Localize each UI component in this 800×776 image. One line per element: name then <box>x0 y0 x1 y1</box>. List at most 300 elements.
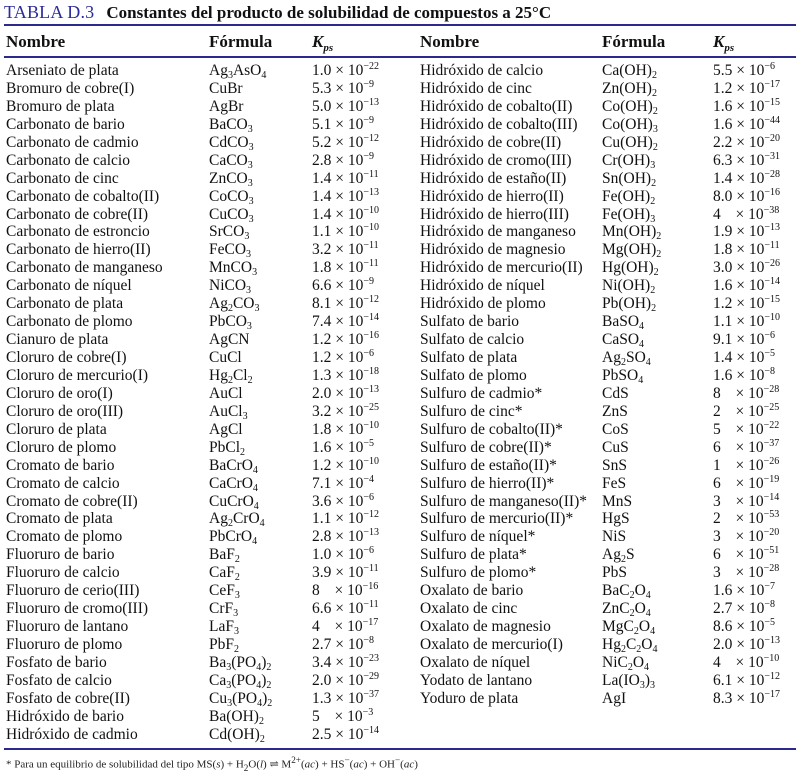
kps-value: 2 × $10^{-53}$ <box>713 509 780 528</box>
compound-name: Oxalato de magnesio <box>420 618 551 636</box>
table-row <box>420 277 796 295</box>
kps-value: $1.4 \times 10^{-10}$ <box>312 204 380 223</box>
compound-formula: $Ag_2S$ <box>602 546 635 566</box>
compound-name: Hidróxido de calcio <box>420 62 544 79</box>
compound-name: Carbonato de plomo <box>6 313 133 331</box>
compound-name: Carbonato de calcio <box>6 151 130 169</box>
table-row <box>6 349 396 367</box>
kps-value: $1.9 \times 10^{-13}$ <box>713 222 781 241</box>
kps-value: $6.6 \times 10^{-11}$ <box>312 599 379 618</box>
compound-formula: AgBr <box>209 97 244 115</box>
compound-formula: MnS <box>602 492 633 510</box>
kps-value: $3.6 \times 10^{-6}$ <box>312 491 375 510</box>
kps-value: $2.8 \times 10^{-13}$ <box>312 527 380 546</box>
compound-formula: FeCO$_3$ <box>209 241 252 261</box>
table-row <box>420 618 796 636</box>
table-row <box>6 618 396 636</box>
kps-value: $7.1 \times 10^{-4}$ <box>312 473 375 492</box>
kps-value: $3.2 \times 10^{-25}$ <box>312 401 380 420</box>
table-row <box>420 457 796 475</box>
kps-value: $1.3 \times 10^{-18}$ <box>312 365 380 384</box>
kps-value: 8 × $10^{-28}$ <box>713 383 780 402</box>
kps-value: $1.4 \times 10^{-13}$ <box>312 186 380 205</box>
kps-value: $7.4 \times 10^{-14}$ <box>312 312 380 331</box>
kps-value: 3 × $10^{-14}$ <box>713 491 780 510</box>
table-row <box>6 277 396 295</box>
compound-formula: $Zn(OH)_2$ <box>602 79 657 99</box>
compound-formula: $Cu_3(PO_4)_2$ <box>209 689 273 709</box>
compound-name: Sulfuro de níquel* <box>420 528 536 546</box>
compound-formula: $Fe(OH)_3$ <box>602 205 656 225</box>
compound-name: Hidróxido de cobalto(III) <box>420 115 578 133</box>
table-row <box>6 116 396 134</box>
compound-formula: CuCO$_3$ <box>209 205 254 225</box>
header-formula: Fórmula <box>602 32 666 51</box>
compound-formula: CaF$_2$ <box>209 564 240 584</box>
table-row <box>6 403 396 421</box>
compound-name: Hidróxido de bario <box>6 707 124 725</box>
kps-value: $1.6 \times 10^{-15}$ <box>713 96 781 115</box>
compound-name: Sulfuro de cinc* <box>420 402 523 420</box>
compound-name: Cromato de bario <box>6 456 115 474</box>
kps-value: $1.6 \times 10^{-14}$ <box>713 276 781 295</box>
right-rows <box>420 62 796 708</box>
compound-formula: CdCO$_3$ <box>209 133 254 153</box>
table-row <box>420 223 796 241</box>
kps-value: $1.2 \times 10^{-17}$ <box>713 78 781 97</box>
compound-name: Carbonato de cobalto(II) <box>6 187 160 205</box>
compound-name: Carbonato de cinc <box>6 169 119 187</box>
table-row <box>420 528 796 546</box>
table-row <box>420 116 796 134</box>
table-row <box>6 259 396 277</box>
table-row <box>6 546 396 564</box>
compound-formula: $NiC_2O_4$ <box>602 653 650 673</box>
kps-value: 3 × $10^{-20}$ <box>713 527 780 546</box>
compound-name: Hidróxido de magnesio <box>420 241 566 259</box>
table-row <box>420 62 796 80</box>
compound-formula: $Co(OH)_2$ <box>602 97 658 117</box>
kps-value: $2.8 \times 10^{-9}$ <box>312 150 375 169</box>
kps-value: $8.3 \times 10^{-17}$ <box>713 688 781 707</box>
table-row <box>420 475 796 493</box>
table-row <box>6 62 396 80</box>
table-row <box>420 510 796 528</box>
compound-name: Cloruro de mercurio(I) <box>6 366 149 384</box>
kps-value: 5 × $10^{-22}$ <box>713 419 780 438</box>
compound-name: Sulfato de bario <box>420 313 520 331</box>
kps-value: $2.0 \times 10^{-13}$ <box>312 383 380 402</box>
compound-name: Sulfuro de estaño(II)* <box>420 456 557 474</box>
compound-name: Oxalato de níquel <box>420 653 531 671</box>
table-row <box>6 98 396 116</box>
table-row <box>420 259 796 277</box>
table-row <box>420 636 796 654</box>
compound-name: Hidróxido de cobre(II) <box>420 133 562 151</box>
compound-formula: FeS <box>602 474 627 492</box>
kps-value: $5.2 \times 10^{-12}$ <box>312 132 380 151</box>
kps-value: 6 × $10^{-19}$ <box>713 473 780 492</box>
compound-formula: $Mn(OH)_2$ <box>602 223 662 243</box>
table-row <box>420 295 796 313</box>
compound-formula: PbCl$_2$ <box>209 438 246 458</box>
table-row <box>420 98 796 116</box>
kps-value: 3 × $10^{-28}$ <box>713 563 780 582</box>
compound-formula: BaSO$_4$ <box>602 313 645 333</box>
kps-value: $5.1 \times 10^{-9}$ <box>312 114 375 133</box>
table-row <box>6 331 396 349</box>
kps-value: 6 × $10^{-37}$ <box>713 437 780 456</box>
compound-formula: CaCrO$_4$ <box>209 474 258 494</box>
compound-formula: AgCl <box>209 420 243 438</box>
table-label: TABLA D.3 <box>4 2 95 22</box>
table-row <box>6 223 396 241</box>
compound-formula: $Pb(OH)_2$ <box>602 295 657 315</box>
compound-formula: $Ag_2CrO_4$ <box>209 510 265 530</box>
kps-value: $3.2 \times 10^{-11}$ <box>312 240 379 259</box>
table-row <box>420 152 796 170</box>
kps-value: 8 × $10^{-16}$ <box>312 581 379 600</box>
kps-value: $1.0 \times 10^{-6}$ <box>312 545 375 564</box>
compound-name: Cromato de calcio <box>6 474 120 492</box>
compound-name: Cromato de cobre(II) <box>6 492 138 510</box>
compound-formula: CoCO$_3$ <box>209 187 254 207</box>
kps-value: $1.8 \times 10^{-11}$ <box>312 258 379 277</box>
compound-formula: $Ca_3(PO_4)_2$ <box>209 671 272 691</box>
table-row <box>420 313 796 331</box>
table-row <box>6 636 396 654</box>
compound-name: Oxalato de cinc <box>420 600 518 618</box>
table-title <box>4 2 796 24</box>
table-row <box>420 493 796 511</box>
header-kps <box>312 32 333 54</box>
compound-name: Fluoruro de cromo(III) <box>6 600 149 618</box>
compound-name: Fluoruro de calcio <box>6 564 120 582</box>
kps-value: $5.0 \times 10^{-13}$ <box>312 96 380 115</box>
compound-name: Carbonato de estroncio <box>6 223 150 241</box>
table-row <box>420 690 796 708</box>
compound-formula: $Cu(OH)_2$ <box>602 133 658 153</box>
compound-name: Hidróxido de cobalto(II) <box>420 97 573 115</box>
compound-name: Oxalato de bario <box>420 582 524 600</box>
header-kps <box>713 32 734 54</box>
kps-value: $1.0 \times 10^{-22}$ <box>312 61 380 79</box>
left-rows <box>6 62 396 744</box>
table-row <box>6 170 396 188</box>
compound-formula: $Ag_2CO_3$ <box>209 295 260 315</box>
compound-formula: $Ba(OH)_2$ <box>209 707 264 727</box>
kps-value: $1.4 \times 10^{-28}$ <box>713 168 781 187</box>
kps-value: $3.9 \times 10^{-11}$ <box>312 563 379 582</box>
kps-value: $2.0 \times 10^{-13}$ <box>713 635 781 653</box>
compound-formula: $Co(OH)_3$ <box>602 115 658 135</box>
table-row <box>420 439 796 457</box>
header-kps-symbol: K <box>713 32 725 51</box>
compound-formula: $Hg(OH)_2$ <box>602 259 659 279</box>
compound-name: Cloruro de oro(I) <box>6 384 113 402</box>
compound-formula: $Ag_3AsO_4$ <box>209 62 267 81</box>
table-row <box>6 475 396 493</box>
compound-name: Fosfato de cobre(II) <box>6 689 130 707</box>
compound-name: Yodato de lantano <box>420 671 533 689</box>
table-row <box>420 367 796 385</box>
compound-name: Hidróxido de hierro(II) <box>420 187 564 205</box>
compound-formula: AuCl$_3$ <box>209 402 248 422</box>
bottom-rule <box>4 748 796 750</box>
table-row <box>6 672 396 690</box>
compound-formula: $Ag_2SO_4$ <box>602 349 651 368</box>
table-row <box>420 188 796 206</box>
compound-name: Carbonato de manganeso <box>6 259 163 277</box>
table-row <box>6 457 396 475</box>
table-row <box>6 600 396 618</box>
kps-value: 4 × $10^{-17}$ <box>312 617 379 636</box>
compound-formula: CaCO$_3$ <box>209 151 253 171</box>
kps-value: $6.3 \times 10^{-31}$ <box>713 150 781 169</box>
compound-formula: PbCrO$_4$ <box>209 528 258 548</box>
table-row <box>420 672 796 690</box>
compound-name: Carbonato de bario <box>6 115 125 133</box>
kps-value: $1.2 \times 10^{-15}$ <box>713 294 781 313</box>
table-row <box>420 654 796 672</box>
kps-value: $2.0 \times 10^{-29}$ <box>312 670 380 689</box>
table-row <box>420 582 796 600</box>
kps-value: $2.5 \times 10^{-14}$ <box>312 724 380 743</box>
kps-value: $1.2 \times 10^{-6}$ <box>312 348 375 366</box>
header-kps-subscript: ps <box>724 42 735 54</box>
kps-value: $1.6 \times 10^{-8}$ <box>713 365 776 384</box>
table-row <box>420 134 796 152</box>
compound-formula: AgI <box>602 689 627 707</box>
table-row <box>6 708 396 726</box>
compound-name: Fosfato de calcio <box>6 671 112 689</box>
title-rule <box>4 24 796 26</box>
compound-name: Sulfuro de manganeso(II)* <box>420 492 588 510</box>
compound-formula: CrF$_3$ <box>209 600 239 620</box>
compound-formula: CeF$_3$ <box>209 582 240 602</box>
table-row <box>6 582 396 600</box>
compound-formula: BaCO$_3$ <box>209 115 253 135</box>
column-header <box>6 29 396 55</box>
compound-formula: $Cr(OH)_3$ <box>602 151 656 171</box>
compound-name: Hidróxido de estaño(II) <box>420 169 567 187</box>
compound-formula: $Sn(OH)_2$ <box>602 169 657 189</box>
table-row <box>6 188 396 206</box>
kps-value: $2.7 \times 10^{-8}$ <box>312 635 375 653</box>
table-row <box>420 564 796 582</box>
table-row <box>6 726 396 744</box>
table-row <box>420 241 796 259</box>
table-row <box>420 600 796 618</box>
compound-formula: $Cd(OH)_2$ <box>209 725 265 745</box>
compound-name: Fluoruro de plomo <box>6 636 123 653</box>
table-row <box>420 80 796 98</box>
compound-formula: AgCN <box>209 331 250 349</box>
compound-name: Fluoruro de bario <box>6 546 115 564</box>
table-row <box>6 493 396 511</box>
compound-formula: CuBr <box>209 79 243 97</box>
kps-value: $5.5 \times 10^{-6}$ <box>713 61 776 79</box>
compound-name: Cloruro de plomo <box>6 438 117 456</box>
compound-formula: $La(IO_3)_3$ <box>602 671 656 691</box>
compound-formula: $Ba_3(PO_4)_2$ <box>209 653 272 673</box>
compound-name: Bromuro de plata <box>6 97 115 115</box>
table-row <box>420 206 796 224</box>
compound-formula: BaCrO$_4$ <box>209 456 258 476</box>
kps-value: $1.6 \times 10^{-5}$ <box>312 437 375 456</box>
compound-name: Fluoruro de lantano <box>6 618 129 636</box>
compound-name: Hidróxido de cinc <box>420 79 532 97</box>
compound-name: Sulfuro de mercurio(II)* <box>420 510 574 528</box>
header-name: Nombre <box>420 32 480 51</box>
compound-name: Hidróxido de cromo(III) <box>420 151 572 169</box>
table-row <box>6 367 396 385</box>
table-row <box>6 564 396 582</box>
kps-value: $8.6 \times 10^{-5}$ <box>713 617 776 636</box>
compound-formula: PbS <box>602 564 627 582</box>
header-formula: Fórmula <box>209 32 273 51</box>
kps-value: 5 × $10^{-3}$ <box>312 706 374 725</box>
compound-formula: CuS <box>602 438 629 456</box>
right-column <box>420 29 796 708</box>
table-row <box>420 421 796 439</box>
compound-formula: AuCl <box>209 384 243 402</box>
compound-name: Sulfuro de hierro(II)* <box>420 474 555 492</box>
table-row <box>6 385 396 403</box>
kps-value: $1.1 \times 10^{-10}$ <box>713 312 781 331</box>
compound-formula: LaF$_3$ <box>209 618 239 638</box>
kps-value: $1.1 \times 10^{-12}$ <box>312 509 380 528</box>
compound-name: Carbonato de níquel <box>6 277 132 295</box>
table-row <box>420 385 796 403</box>
compound-name: Bromuro de cobre(I) <box>6 79 135 97</box>
compound-formula: HgS <box>602 510 630 528</box>
compound-name: Arseniato de plata <box>6 62 119 79</box>
compound-formula: CuCrO$_4$ <box>209 492 259 512</box>
table-row <box>6 295 396 313</box>
kps-value: $2.7 \times 10^{-8}$ <box>713 599 776 618</box>
compound-name: Sulfuro de plata* <box>420 546 527 564</box>
table-row <box>420 349 796 367</box>
compound-name: Carbonato de hierro(II) <box>6 241 151 259</box>
kps-value: $1.8 \times 10^{-11}$ <box>713 240 780 259</box>
compound-formula: CuCl <box>209 349 242 366</box>
compound-name: Sulfato de calcio <box>420 331 525 349</box>
compound-name: Cloruro de plata <box>6 420 107 438</box>
table-row <box>6 439 396 457</box>
compound-name: Cianuro de plata <box>6 331 109 349</box>
compound-name: Hidróxido de plomo <box>420 295 546 313</box>
compound-formula: $Hg_2Cl_2$ <box>209 366 253 386</box>
header-kps-subscript: ps <box>323 42 334 54</box>
table-row <box>420 403 796 421</box>
compound-name: Carbonato de cobre(II) <box>6 205 149 223</box>
compound-name: Hidróxido de hierro(III) <box>420 205 569 223</box>
compound-name: Hidróxido de níquel <box>420 277 545 295</box>
compound-name: Oxalato de mercurio(I) <box>420 636 563 653</box>
compound-formula: NiS <box>602 528 627 546</box>
column-header <box>420 29 796 55</box>
compound-name: Sulfuro de cadmio* <box>420 384 543 402</box>
compound-formula: PbSO$_4$ <box>602 366 644 386</box>
compound-formula: $Hg_2C_2O_4$ <box>602 636 658 655</box>
compound-formula: $ZnC_2O_4$ <box>602 600 651 620</box>
header-kps-symbol: K <box>312 32 324 51</box>
kps-value: 1 × $10^{-26}$ <box>713 455 780 474</box>
table-row <box>6 690 396 708</box>
footnote: * Para un equilibrio de solubilidad del tipo $MS(s) + H_2O(l)$ ⇌ $M^{2+}(ac) + HS^-(ac) + OH^-(ac)$ <box>6 755 418 773</box>
compound-formula: CoS <box>602 420 629 438</box>
compound-formula: $BaC_2O_4$ <box>602 582 651 602</box>
compound-formula: CaSO$_4$ <box>602 331 645 351</box>
compound-name: Carbonato de plata <box>6 295 124 313</box>
table-row <box>6 241 396 259</box>
compound-name: Cromato de plomo <box>6 528 123 546</box>
kps-value: $1.8 \times 10^{-10}$ <box>312 419 380 438</box>
compound-formula: $Ca(OH)_2$ <box>602 62 657 81</box>
table-row <box>6 152 396 170</box>
table-row <box>6 654 396 672</box>
kps-value: 2 × $10^{-25}$ <box>713 401 780 420</box>
kps-value: $2.2 \times 10^{-20}$ <box>713 132 781 151</box>
table-row <box>420 331 796 349</box>
kps-value: $6.1 \times 10^{-12}$ <box>713 670 781 689</box>
table-row <box>6 134 396 152</box>
kps-value: $3.0 \times 10^{-26}$ <box>713 258 781 277</box>
compound-formula: MnCO$_3$ <box>209 259 258 279</box>
compound-name: Hidróxido de cadmio <box>6 725 138 743</box>
compound-formula: CdS <box>602 384 629 402</box>
compound-name: Cromato de plata <box>6 510 113 528</box>
compound-name: Cloruro de oro(III) <box>6 402 124 420</box>
kps-value: $1.4 \times 10^{-5}$ <box>713 348 776 366</box>
compound-formula: ZnCO$_3$ <box>209 169 253 189</box>
compound-formula: BaF$_2$ <box>209 546 240 566</box>
table-row <box>6 421 396 439</box>
kps-value: $1.4 \times 10^{-11}$ <box>312 168 379 187</box>
table-row <box>6 510 396 528</box>
compound-name: Sulfato de plomo <box>420 366 527 384</box>
compound-formula: PbF$_2$ <box>209 636 239 655</box>
compound-name: Hidróxido de mercurio(II) <box>420 259 583 277</box>
compound-name: Sulfato de plata <box>420 349 518 366</box>
compound-formula: $MgC_2O_4$ <box>602 618 656 638</box>
kps-value: $5.3 \times 10^{-9}$ <box>312 78 375 97</box>
compound-formula: PbCO$_3$ <box>209 313 252 333</box>
table-row <box>6 206 396 224</box>
compound-name: Yoduro de plata <box>420 689 519 707</box>
kps-value: $3.4 \times 10^{-23}$ <box>312 652 380 671</box>
table-row <box>420 546 796 564</box>
table-row <box>6 80 396 98</box>
kps-value: $1.2 \times 10^{-16}$ <box>312 330 380 349</box>
kps-value: $8.1 \times 10^{-12}$ <box>312 294 380 313</box>
kps-value: $1.6 \times 10^{-44}$ <box>713 114 781 133</box>
compound-formula: SnS <box>602 456 627 474</box>
compound-name: Sulfuro de cobalto(II)* <box>420 420 563 438</box>
compound-formula: NiCO$_3$ <box>209 277 252 297</box>
kps-value: $1.1 \times 10^{-10}$ <box>312 222 380 241</box>
compound-name: Hidróxido de manganeso <box>420 223 576 241</box>
compound-name: Sulfuro de plomo* <box>420 564 537 582</box>
table-row <box>420 170 796 188</box>
table-row <box>6 313 396 331</box>
header-name: Nombre <box>6 32 66 51</box>
compound-formula: ZnS <box>602 402 628 420</box>
table-row <box>6 528 396 546</box>
compound-formula: $Mg(OH)_2$ <box>602 241 662 261</box>
compound-name: Cloruro de cobre(I) <box>6 349 127 366</box>
